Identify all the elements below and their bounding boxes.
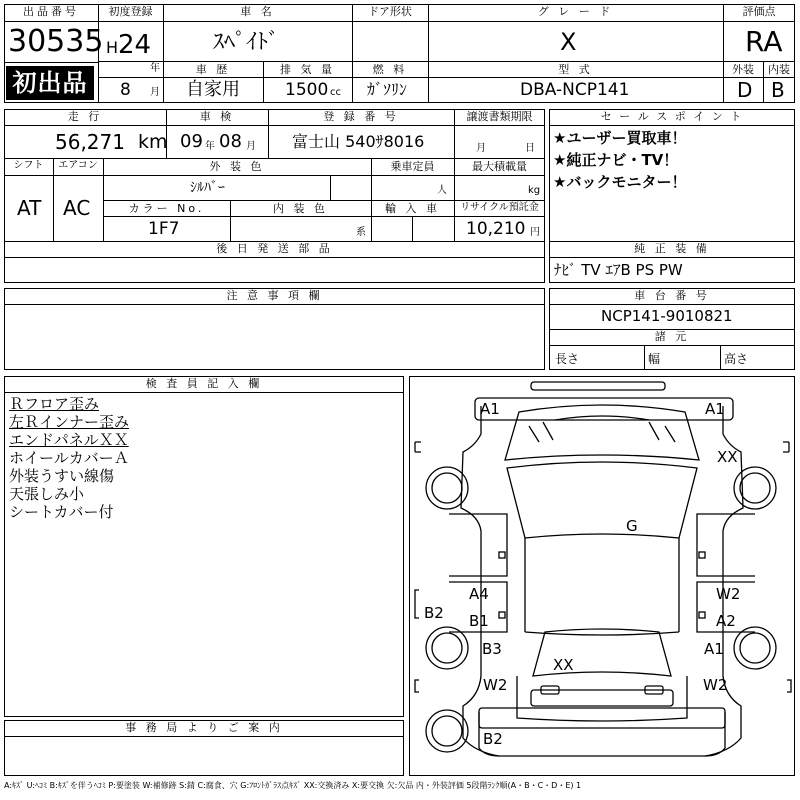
mileage: 56,271 <box>55 130 125 154</box>
first-reg-year: 24 <box>118 30 152 60</box>
equipment-label: 純 正 装 備 <box>634 242 710 255</box>
mark-windshield: G <box>626 517 638 535</box>
inspector-line-4: ホイールカバーＡ <box>9 449 129 467</box>
load-label: 最大積載量 <box>472 160 527 173</box>
mark-fender-right: XX <box>717 448 738 466</box>
length-label: 長さ <box>555 352 580 366</box>
shift-label: シフト <box>13 160 44 171</box>
inspector-label: 検 査 員 記 入 欄 <box>145 377 263 390</box>
year-unit: 年 <box>150 63 160 74</box>
import-label: 輸 入 車 <box>385 202 440 215</box>
inspector-line-5: 外装うすい線傷 <box>9 467 115 485</box>
ac: AC <box>63 196 91 220</box>
displacement-label: 排 気 量 <box>280 63 335 76</box>
inspector-line-3: エンドパネルＸＸ <box>9 431 129 449</box>
mark-rear-door-left-b1: B1 <box>469 612 489 630</box>
lot-number: 30535 <box>8 24 104 59</box>
mark-rear-bumper-right: W2 <box>703 676 728 694</box>
reg-number: 富士山 540ｻ8016 <box>292 132 425 151</box>
first-listing-badge: 初出品 <box>6 66 94 100</box>
recycle-unit: 円 <box>530 227 540 238</box>
mark-rear-bottom: B2 <box>483 730 503 748</box>
lot-label: 出品番号 <box>23 5 79 18</box>
mark-rear-quarter-left: B3 <box>482 640 502 658</box>
int-color-unit: 系 <box>356 227 366 238</box>
model: DBA-NCP141 <box>520 80 630 100</box>
shift: AT <box>17 196 42 220</box>
inspector-line-1: Ｒフロア歪み <box>9 395 100 413</box>
fuel-label: 燃 料 <box>372 63 408 76</box>
sales-points-label: セ ー ル ス ポ イ ン ト <box>600 110 744 123</box>
mileage-unit: km <box>138 131 168 153</box>
mark-front-right: A1 <box>705 400 725 418</box>
capacity-label: 乗車定員 <box>390 160 435 173</box>
dimensions-label: 諸 元 <box>654 330 690 343</box>
ext-color-label: 外 装 色 <box>209 160 265 173</box>
mark-front-left: A1 <box>480 400 500 418</box>
ext-grade: D <box>737 78 753 102</box>
car-name-label: 車 名 <box>240 5 275 18</box>
width-label: 幅 <box>648 352 661 366</box>
color-no: 1F7 <box>148 219 180 239</box>
mark-rear-bumper-left: W2 <box>483 676 508 694</box>
chassis-label: 車 台 番 号 <box>634 289 710 302</box>
first-reg-month: 8 <box>120 80 131 100</box>
history-label: 車 歴 <box>195 63 231 76</box>
model-label: 型 式 <box>558 63 593 76</box>
color-no-label: カラー No. <box>128 202 205 215</box>
ext-label: 外装 <box>732 63 754 76</box>
recycle-label: リサイクル預託金 <box>460 202 539 213</box>
mark-rear-center: XX <box>553 656 574 674</box>
month-unit: 月 <box>150 87 160 98</box>
ext-color: ｼﾙﾊﾞｰ <box>190 180 225 196</box>
era: H <box>106 38 119 57</box>
inspection-month-unit: 月 <box>246 141 256 152</box>
legend: A:ｷｽﾞ U:ﾍｺﾐ B:ｷｽﾞを伴うﾍｺﾐ P:要塗装 W:補修跡 S:錆 C:腐食、穴 G:ﾌﾛﾝﾄｶﾞﾗｽ点ｷｽﾞ XX:交換済み X:要交換 欠:欠品 内・外装評価 5段階ﾗﾝｸ順(A・B・C・D・E) 1 <box>4 781 582 790</box>
later-parts-label: 後 日 発 送 部 品 <box>216 242 333 255</box>
mark-rear-door-right-w2: W2 <box>716 585 741 603</box>
notes-label: 注 意 事 項 欄 <box>226 289 323 302</box>
capacity-unit: 人 <box>437 185 447 196</box>
score-label: 評価点 <box>742 5 776 18</box>
office-label: 事 務 局 よ り ご 案 内 <box>125 721 283 734</box>
displacement: 1500 <box>285 80 329 100</box>
sales-point-3: ★バックモニター！ <box>553 173 687 191</box>
int-label: 内装 <box>768 63 790 76</box>
transfer-day: 日 <box>525 143 535 154</box>
transfer-month: 月 <box>476 143 486 154</box>
car-name: ｽﾍﾟｲﾄﾞ <box>213 30 280 55</box>
grade-label: グ レ ー ド <box>537 5 614 18</box>
sales-point-2: ★純正ナビ・TV！ <box>553 151 679 169</box>
inspection-label: 車 検 <box>199 110 235 123</box>
load-unit: kg <box>528 185 541 196</box>
height-label: 高さ <box>724 352 749 366</box>
mark-rear-door-left: A4 <box>469 585 489 603</box>
chassis-number: NCP141-9010821 <box>601 307 733 325</box>
car-diagram <box>409 376 795 776</box>
inspection-month: 08 <box>219 131 242 152</box>
inspector-line-2: 左Ｒインナー歪み <box>9 413 130 431</box>
inspector-line-7: シートカバー付 <box>9 503 114 521</box>
inspection-year: 09 <box>180 131 203 152</box>
score: RA <box>745 25 783 58</box>
displacement-unit: cc <box>330 87 341 98</box>
inspection-year-unit: 年 <box>205 141 215 152</box>
int-grade: B <box>771 78 785 102</box>
inspector-line-6: 天張しみ小 <box>9 485 85 503</box>
first-reg-label: 初度登録 <box>108 5 153 18</box>
door-label: ドア形状 <box>368 5 412 18</box>
history: 自家用 <box>186 79 240 100</box>
sales-point-1: ★ユーザー買取車！ <box>553 129 687 147</box>
mark-rear-quarter-right: A1 <box>704 640 724 658</box>
ac-label: エアコン <box>58 160 98 171</box>
recycle: 10,210 <box>466 219 526 239</box>
mark-left-sill: B2 <box>424 604 444 622</box>
transfer-label: 譲渡書類期限 <box>466 110 533 123</box>
equipment-value: ﾅﾋﾞ TV ｴｱB PS PW <box>554 261 683 279</box>
reg-label: 登 録 番 号 <box>323 110 399 123</box>
int-color-label: 内 装 色 <box>273 202 328 215</box>
fuel: ｶﾞｿﾘﾝ <box>367 80 408 99</box>
mark-rear-door-right-a2: A2 <box>716 612 736 630</box>
grade: X <box>560 28 577 56</box>
mileage-label: 走 行 <box>67 110 103 123</box>
